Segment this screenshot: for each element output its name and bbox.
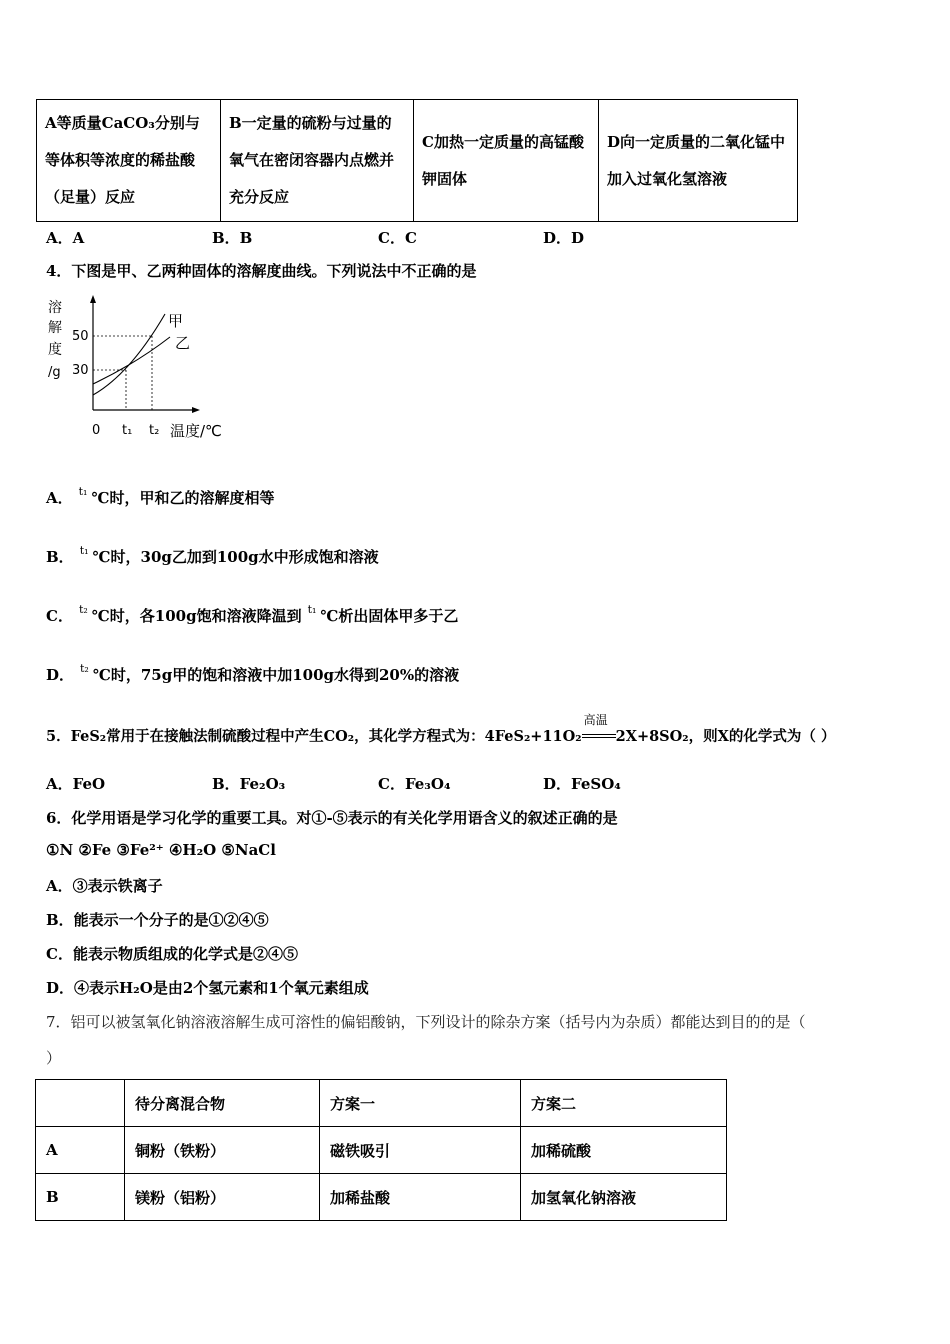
q6-stem: 6．化学用语是学习化学的重要工具。对①-⑤表示的有关化学用语含义的叙述正确的是 [46, 809, 618, 827]
table-cell: B [36, 1174, 125, 1221]
q4-option-a-temp: t₁ [78, 485, 88, 498]
chart-ylabel-1: 溶 [48, 300, 62, 316]
chart-xtick-0: 0 [92, 423, 101, 438]
q5-stem-a: 5．FeS₂常用于在接触法制硫酸过程中产生CO₂，其化学方程式为：4FeS₂+11O₂ [46, 728, 582, 745]
table-cell: 加氢氧化钠溶液 [521, 1174, 727, 1221]
table-header-cell: 方案二 [521, 1080, 727, 1127]
q4-option-c-letter: C． [46, 607, 73, 625]
table-header-row [36, 1080, 727, 1127]
table-cell: 铜粉（铁粉） [125, 1127, 320, 1174]
q4-option-d-text: ℃时，75g甲的饱和溶液中加100g水得到20%的溶液 [92, 666, 460, 684]
q4-option-d [46, 664, 459, 685]
chart-ytick-30: 30 [72, 363, 89, 378]
chart-ylabel-4: /g [48, 365, 61, 380]
q4-option-d-temp: t₂ [80, 662, 89, 675]
options-table [36, 99, 798, 222]
q4-option-c [46, 605, 458, 626]
table-header-cell: 方案一 [320, 1080, 521, 1127]
solubility-chart [40, 292, 240, 447]
q4-option-b [46, 546, 379, 567]
q3-option-a: A．A [46, 229, 85, 247]
option-cell-d: D向一定质量的二氧化锰中加入过氧化氢溶液 [599, 100, 798, 222]
q5-stem [46, 713, 836, 746]
q6-option-a: A．③表示铁离子 [46, 877, 163, 895]
q3-option-b: B．B [212, 229, 253, 247]
q4-option-a-text: ℃时，甲和乙的溶解度相等 [91, 489, 275, 507]
q4-option-c-text: ℃时，各100g饱和溶液降温到 [91, 607, 302, 625]
table-row [36, 1174, 727, 1221]
q6-option-b: B．能表示一个分子的是①②④⑤ [46, 911, 269, 929]
q5-option-d: D．FeSO₄ [543, 775, 621, 793]
q5-option-c: C．Fe₃O₄ [378, 775, 451, 793]
y-axis-arrow [90, 295, 96, 303]
q4-option-b-text: ℃时，30g乙加到100g水中形成饱和溶液 [92, 548, 379, 566]
q4-option-b-temp: t₁ [79, 544, 89, 557]
table-cell: 加稀盐酸 [320, 1174, 521, 1221]
q3-option-c: C．C [378, 229, 417, 247]
curve-jia [93, 314, 165, 395]
q4-option-b-letter: B． [46, 548, 74, 566]
option-cell-c: C加热一定质量的高锰酸钾固体 [414, 100, 599, 222]
q5-equals-sign [582, 734, 616, 738]
option-cell-b: B一定量的硫粉与过量的氧气在密闭容器内点燃并充分反应 [221, 100, 414, 222]
table-cell: A [36, 1127, 125, 1174]
option-cell-a: A等质量CaCO₃分别与等体积等浓度的稀盐酸（足量）反应 [37, 100, 221, 222]
table-row [36, 1127, 727, 1174]
q5-condition: 高温 [583, 713, 608, 727]
table-cell: 磁铁吸引 [320, 1127, 521, 1174]
q6-option-d: D．④表示H₂O是由2个氢元素和1个氧元素组成 [46, 979, 369, 997]
q4-option-a-letter: A． [46, 489, 73, 507]
curve-yi [93, 337, 170, 384]
q5-option-b: B．Fe₂O₃ [212, 775, 286, 793]
q6-option-c: C．能表示物质组成的化学式是②④⑤ [46, 945, 298, 963]
q3-option-d: D．D [543, 229, 585, 247]
q4-option-d-letter: D． [46, 666, 75, 684]
q6-symbols: ①N ②Fe ③Fe²⁺ ④H₂O ⑤NaCl [46, 841, 276, 859]
table-cell: 加稀硫酸 [521, 1127, 727, 1174]
chart-ylabel-3: 度 [48, 342, 62, 358]
series-label-jia: 甲 [168, 312, 184, 330]
table-cell: 镁粉（铝粉） [125, 1174, 320, 1221]
chart-ylabel-2: 解 [48, 320, 62, 336]
table-header-cell: 待分离混合物 [125, 1080, 320, 1127]
q4-option-c-temp2: t₁ [307, 603, 317, 616]
q7-stem-line1: 7．铝可以被氢氧化钠溶液溶解生成可溶性的偏铝酸钠，下列设计的除杂方案（括号内为杂质）都能达到目的的是（ [46, 1013, 806, 1031]
q7-stem-line2: ） [46, 1049, 62, 1067]
q4-option-c-temp: t₂ [78, 603, 88, 616]
x-axis-arrow [192, 407, 200, 413]
chart-xlabel: 温度/℃ [170, 422, 222, 440]
q5-option-a: A．FeO [46, 775, 106, 793]
chart-xtick-t2: t₂ [149, 423, 160, 438]
q4-stem: 4．下图是甲、乙两种固体的溶解度曲线。下列说法中不正确的是 [46, 262, 477, 280]
purification-table [35, 1079, 727, 1221]
table-header-cell [36, 1080, 125, 1127]
q4-option-a [46, 487, 274, 508]
chart-ytick-50: 50 [72, 329, 89, 344]
chart-xtick-t1: t₁ [122, 423, 133, 438]
q5-stem-b: 2X+8SO₂，则X的化学式为（ ） [615, 728, 836, 745]
series-label-yi: 乙 [175, 334, 191, 352]
q4-option-c-text2: ℃析出固体甲多于乙 [320, 607, 459, 625]
